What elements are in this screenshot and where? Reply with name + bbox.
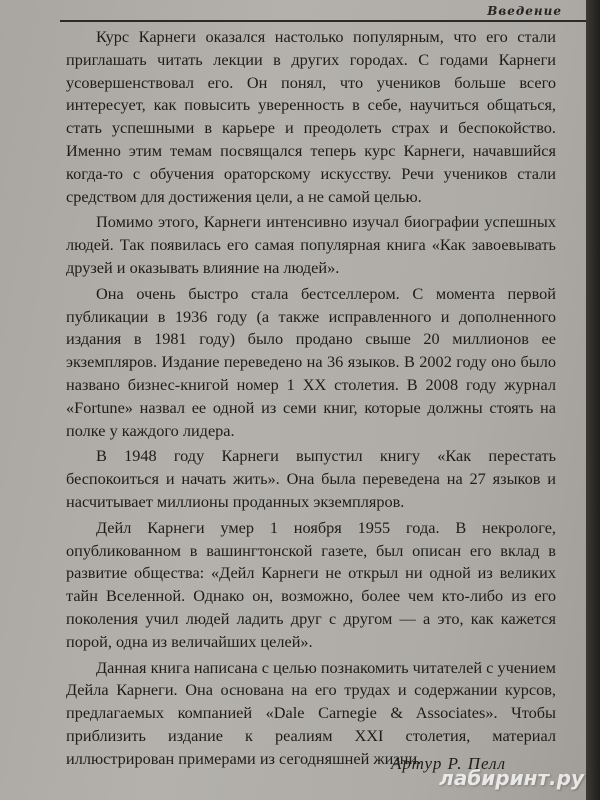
- paragraph-3: Она очень быстро стала бестселлером. С момента первой публикации в 1936 году (а также исправленного и дополненного издания в 1981 году) было продано свыше 20 миллионов ее экземпляров. Издание переведено на 36 языков. В 2002 году оно было названо бизнес-книгой номер 1 XX столетия. В 2008 году журнал «Fortune» назвал ее одной из семи книг, которые должны стоять на полке у каждого лидера.: [66, 283, 556, 440]
- paragraph-4: В 1948 году Карнеги выпустил книгу «Как перестать беспокоиться и начать жить». Она была переведена на 27 языков и насчитывает миллионы проданных экземпляров.: [66, 446, 556, 511]
- watermark: лабиринт.ру: [439, 766, 584, 790]
- header-rule: [60, 20, 586, 22]
- paragraph-2: Помимо этого, Карнеги интенсивно изучал биографии успешных людей. Так появилась его самая популярная книга «Как завоевывать друзей и оказывать влияние на людей».: [66, 212, 556, 277]
- paragraph-6: Данная книга написана с целью познакомить читателей с учением Дейла Карнеги. Она основана на его трудах и содержании курсов, предлагаемых компанией «Dale Carnegie & Associates». Чтобы приблизить издание к реалиям XXI столетия, материал иллюстрирован примерами из сегодняшней жизни.: [66, 657, 556, 768]
- page-edge-shadow: [586, 0, 600, 800]
- paragraph-1: Курс Карнеги оказался настолько популярным, что его стали приглашать читать лекции в других городах. С годами Карнеги усовершенствовал его. Он понял, что учеников больше всего интересует, как повысить уверенность в себе, научиться общаться, стать успешными в карьере и преодолеть страх и беспокойство. Именно этим темам посвящался теперь курс Карнеги, начавшийся когда-то с обучения ораторскому искусству. Речи учеников стали средством для достижения цели, а не самой целью.: [66, 27, 556, 206]
- paragraph-5: Дейл Карнеги умер 1 ноября 1955 года. В некрологе, опубликованном в вашингтонской газете, был описан его вклад в развитие общества: «Дейл Карнеги не открыл ни одной из великих тайн Вселенной. Однако он, возможно, более чем кто-либо из его поколения учил людей ладить друг с другом — а это, как кажется порой, одна из величайших целей».: [66, 517, 556, 651]
- body-text: [66, 26, 556, 774]
- author-signature: Артур Р. Пелл: [391, 754, 506, 773]
- running-head: Введение: [487, 4, 562, 18]
